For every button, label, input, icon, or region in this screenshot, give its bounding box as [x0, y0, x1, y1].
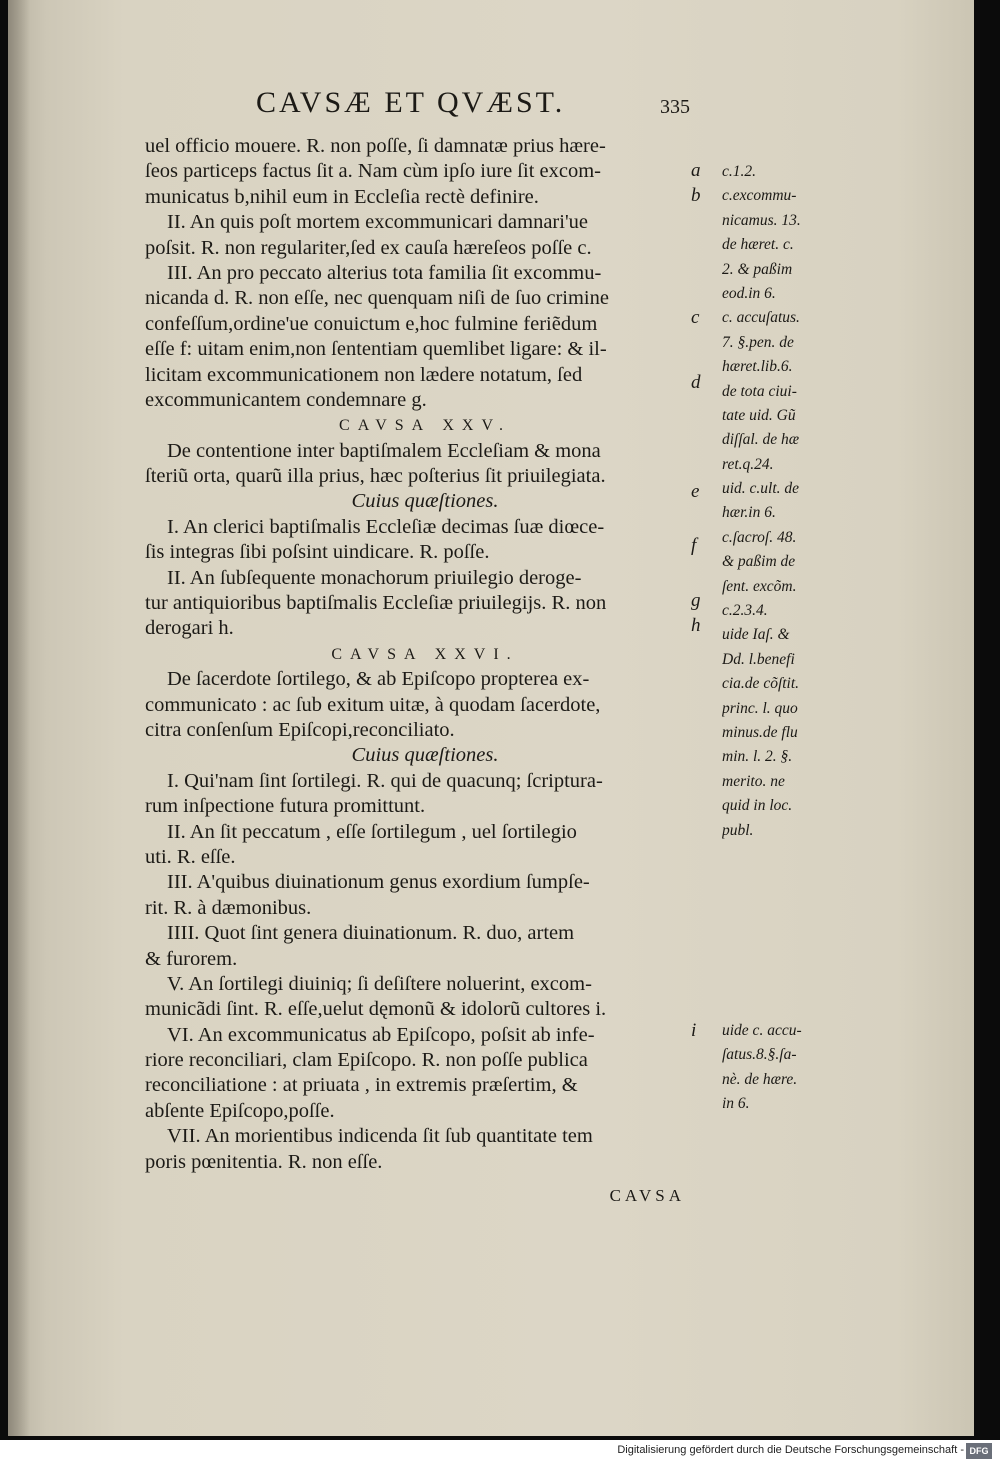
- margin-note-line: c.2.3.4.: [722, 602, 768, 620]
- text-line: VI. An excommunicatus ab Epiſcopo, poſsit ab infe-: [167, 1023, 595, 1046]
- margin-note-line: c.ſacroſ. 48.: [722, 528, 797, 546]
- margin-note-line: in 6.: [722, 1095, 750, 1113]
- text-line: communicato : ac ſub exitum uitæ, à quodam ſacerdote,: [145, 693, 601, 716]
- running-title: CAVSÆ ET QVÆST.: [256, 86, 566, 119]
- text-line: derogari h.: [145, 617, 234, 640]
- text-line: reconciliatione : at priuata , in extremis præſertim, &: [145, 1074, 578, 1097]
- dfg-logo: DFG: [966, 1443, 992, 1459]
- text-line: De contentione inter baptiſmalem Eccleſiam & mona: [167, 439, 601, 462]
- text-line: ſis integras ſibi poſsint uindicare. R. poſſe.: [145, 541, 490, 564]
- footnote-key: d: [691, 372, 701, 393]
- margin-note-line: minus.de flu: [722, 723, 798, 741]
- text-line: II. An ſit peccatum , eſſe ſortilegum , uel ſortilegio: [167, 820, 577, 843]
- margin-note-line: tate uid. Gũ: [722, 406, 796, 424]
- text-line: V. An ſortilegi diuiniq; ſi deſiſtere noluerint, excom-: [167, 972, 592, 995]
- margin-note-line: de hæret. c.: [722, 236, 794, 254]
- margin-note-line: uid. c.ult. de: [722, 480, 800, 498]
- margin-note-line: hær.in 6.: [722, 504, 776, 522]
- margin-note-line: eod.in 6.: [722, 284, 776, 302]
- footnote-keys: [691, 160, 715, 1060]
- margin-note-line: merito. ne: [722, 772, 785, 790]
- margin-note-line: de tota ciui-: [722, 382, 797, 400]
- text-line: I. An clerici baptiſmalis Eccleſiæ decimas ſuæ diœce-: [167, 515, 605, 538]
- text-line: CAVSA: [609, 1186, 685, 1206]
- margin-note-line: 2. & paßim: [722, 260, 793, 278]
- margin-note-line: ret.q.24.: [722, 455, 774, 473]
- text-line: poris pœnitentia. R. non eſſe.: [145, 1150, 383, 1173]
- footnote-key: g: [691, 590, 701, 611]
- margin-note-line: cia.de cõſtit.: [722, 675, 800, 693]
- text-line: Cuius quæſtiones.: [351, 744, 499, 767]
- margin-note-line: c. accuſatus.: [722, 309, 800, 327]
- footnote-key: h: [691, 615, 701, 636]
- margin-note-line: nè. de hære.: [722, 1070, 798, 1088]
- text-line: tur antiquioribus baptiſmalis Eccleſiæ priuilegijs. R. non: [145, 592, 607, 615]
- margin-note-line: min. l. 2. §.: [722, 748, 793, 766]
- margin-note-line: uide c. accu-: [722, 1021, 802, 1039]
- text-line: & furorem.: [145, 947, 238, 970]
- margin-note-line: & paßim de: [722, 553, 796, 571]
- book-page: [8, 0, 974, 1436]
- margin-note-line: quid in loc.: [722, 797, 793, 815]
- text-line: CAVSA XXV.: [339, 417, 511, 435]
- footnote-key: i: [691, 1020, 697, 1041]
- text-line: uti. R. eſſe.: [145, 845, 236, 868]
- margin-note-line: publ.: [722, 821, 754, 839]
- page-header: [8, 86, 974, 126]
- margin-note-line: Dd. l.benefi: [722, 650, 795, 668]
- text-line: licitam excommunicationem non lædere notatum, ſed: [145, 363, 583, 386]
- text-line: III. A'quibus diuinationum genus exordium ſumpſe-: [167, 871, 590, 894]
- text-line: excommunicantem condemnare g.: [145, 388, 427, 411]
- text-line: uel officio mouere. R. non poſſe, ſi damnatæ prius hære-: [145, 135, 606, 157]
- margin-note-line: c.1.2.: [722, 163, 757, 180]
- text-line: CAVSA XXVI.: [331, 645, 519, 663]
- text-line: citra conſenſum Epiſcopi,reconciliato.: [145, 718, 455, 741]
- text-line: confeſſum,ordine'ue conuictum e,hoc fulmine feriẽdum: [145, 312, 598, 335]
- text-line: ſteriũ orta, quarũ illa prius, hæc poſterius ſit priuilegiata.: [145, 465, 606, 488]
- margin-note-line: 7. §.pen. de: [722, 333, 794, 351]
- margin-note-line: ſent. excõm.: [722, 577, 797, 595]
- text-line: IIII. Quot ſint genera diuinationum. R. duo, artem: [167, 922, 575, 945]
- text-line: poſsit. R. non regulariter,ſed ex cauſa hæreſeos poſſe c.: [145, 236, 592, 259]
- text-line: Cuius quæſtiones.: [351, 490, 499, 513]
- text-line: rit. R. à dæmonibus.: [145, 896, 312, 919]
- text-line: II. An ſubſequente monachorum priuilegio deroge-: [167, 566, 582, 589]
- footnote-key: b: [691, 185, 701, 206]
- marginal-notes: [722, 160, 842, 1117]
- text-line: rum inſpectione futura promittunt.: [145, 795, 426, 818]
- margin-note-line: uide Iaſ. &: [722, 626, 790, 644]
- text-line: De ſacerdote ſortilego, & ab Epiſcopo propterea ex-: [167, 668, 590, 691]
- text-line: III. An pro peccato alterius tota familia ſit excommu-: [167, 261, 602, 284]
- text-line: abſente Epiſcopo,poſſe.: [145, 1099, 335, 1122]
- margin-note-line: c.excommu-: [722, 187, 797, 205]
- text-line: VII. An morientibus indicenda ſit ſub quantitate tem: [167, 1125, 593, 1148]
- margin-note-line: nicamus. 13.: [722, 211, 801, 229]
- margin-note-line: princ. l. quo: [722, 699, 798, 717]
- text-line: nicanda d. R. non eſſe, nec quenquam niſi de ſuo crimine: [145, 287, 609, 310]
- text-line: ſeos particeps factus ſit a. Nam cùm ipſo iure ſit excom-: [145, 160, 601, 183]
- digitization-footer: [0, 1440, 1000, 1465]
- footnote-key: e: [691, 481, 700, 502]
- margin-note-line: hæret.lib.6.: [722, 358, 793, 376]
- margin-note-line: ſatus.8.§.ſa-: [722, 1046, 797, 1064]
- text-line: municãdi ſint. R. eſſe,uelut dęmonũ & idolorũ cultores i.: [145, 998, 607, 1021]
- footnote-key: f: [691, 535, 697, 556]
- main-text: [145, 134, 705, 1208]
- text-line: riore reconciliari, clam Epiſcopo. R. non poſſe publica: [145, 1049, 588, 1072]
- text-line: municatus b,nihil eum in Eccleſia rectè definire.: [145, 185, 539, 208]
- footnote-key: c: [691, 307, 700, 328]
- text-line: II. An quis poſt mortem excommunicari damnari'ue: [167, 211, 588, 234]
- footnote-key: a: [691, 160, 701, 181]
- text-line: eſſe f: uitam enim,non ſententiam quemlibet ligare: & il-: [145, 338, 607, 361]
- funding-notice: Digitalisierung gefördert durch die Deutsche Forschungsgemeinschaft -: [617, 1444, 964, 1456]
- margin-note-line: diſſal. de hæ: [722, 431, 800, 449]
- text-line: I. Qui'nam ſint ſortilegi. R. qui de quacunq; ſcriptura-: [167, 769, 603, 792]
- page-number: 335: [660, 96, 690, 118]
